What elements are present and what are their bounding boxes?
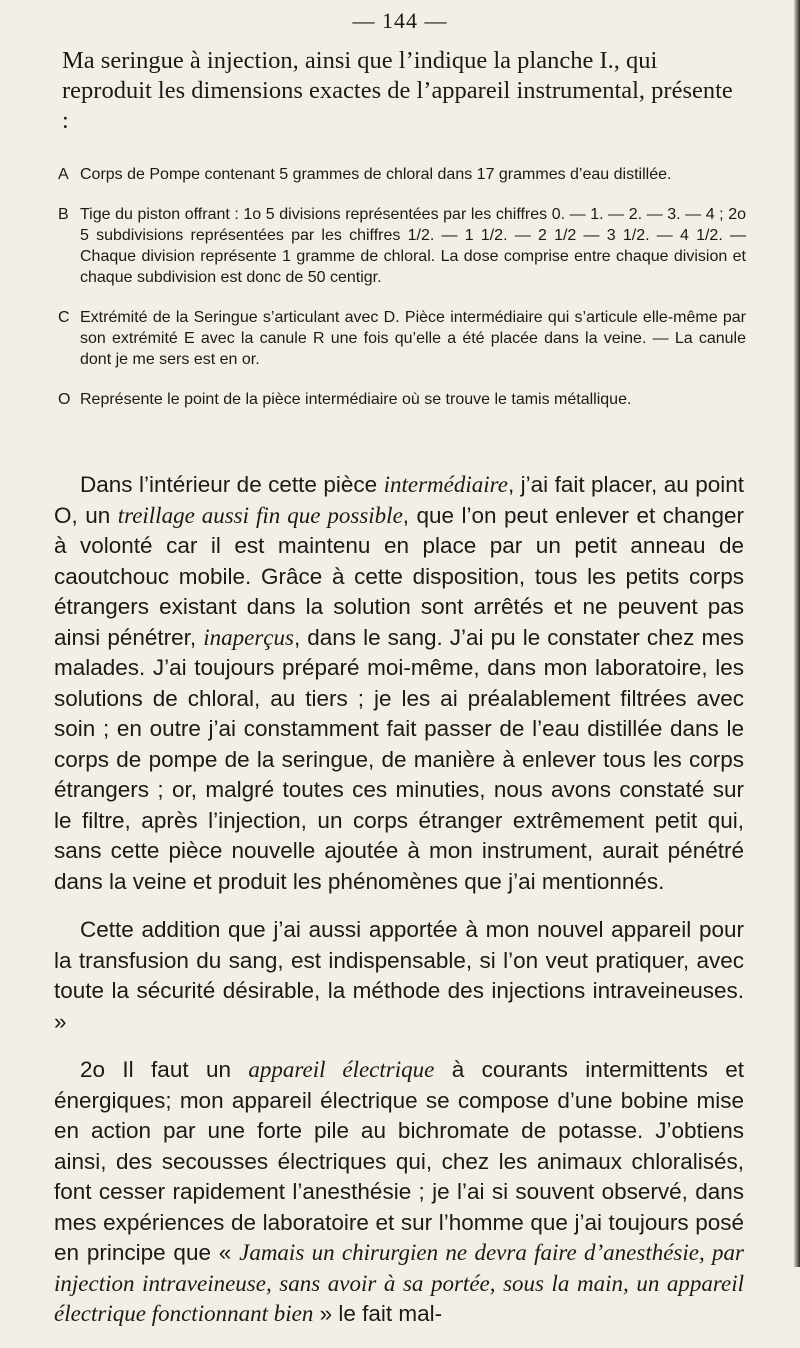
italic-term: appareil électrique	[248, 1057, 435, 1082]
paragraph-filter: Dans l’intérieur de cette pièce intermédiaire, j’ai fait placer, au point O, un treillage aussi fin que possible, que l’on peut enlever et changer à volonté car il est maintenu en place par un petit anneau de caoutchouc mobile. Grâce à cette disposition, tous les petits corps étrangers existant dans la solution sont arrêtés et ne peuvent pas ainsi pénétrer, inaperçus, dans le sang. J’ai pu le constater chez mes malades. J’ai toujours préparé moi-même, dans mon laboratoire, les solutions de chloral, au tiers ; je les ai préalablement filtrées avec soin ; en outre j’ai constamment fait passer de l’eau distillée dans le corps de pompe de la seringue, de manière à enlever tous les corps étrangers ; or, malgré toutes ces minuties, nous avons constaté sur le filtre, après l’injection, un corps étranger extrêmement petit qui, sans cette pièce nouvelle ajoutée à mon instrument, aurait pénétré dans la veine et produit les phénomènes que j’ai mentionnés.	[54, 472, 745, 894]
legend-item-o	[58, 389, 746, 410]
legend-text: Extrémité de la Seringue s’articulant avec D. Pièce intermédiaire qui s’articule elle-même par son extrémité E avec la canule R une fois qu’elle a été placée dans la veine. — La canule dont je me sers est en or.	[80, 309, 746, 368]
figure-legend	[58, 164, 746, 429]
paragraph-electric: 2o Il faut un appareil électrique à courants intermittents et énergiques; mon appareil électrique se compose d’une bobine mise en action par une forte pile au bichromate de potasse. J’obtiens ainsi, des secousses électriques qui, chez les animaux chloralisés, font cesser rapidement l’anesthésie ; je l’ai si souvent observé, dans mes expériences de laboratoire et sur l’homme que j’ai toujours posé en principe que « Jamais un chirurgien ne devra faire d’anesthésie, par injection intraveineuse, sans avoir à sa portée, sous la main, un appareil électrique fonctionnant bien » le fait mal-	[54, 1057, 744, 1326]
legend-letter: C	[58, 309, 70, 326]
legend-item-a	[58, 164, 746, 185]
italic-term: inaperçus	[203, 624, 294, 650]
body-text	[54, 470, 744, 1348]
legend-letter: B	[58, 206, 69, 223]
italic-quote: Jamais un chirurgien ne devra faire d’anesthésie, par injection intraveineuse, sans avoir à sa portée, sous la main, un appareil électrique fonctionnant bien	[54, 1240, 744, 1326]
legend-letter: A	[58, 166, 69, 183]
italic-term: treillage aussi fin que possible	[117, 502, 403, 528]
legend-text: Tige du piston offrant : 1o 5 divisions représentées par les chiffres 0. — 1. — 2. — 3. — 4 ; 2o 5 subdivisions représentées par les chiffres 1/2. — 1 1/2. — 2 1/2 — 3 1/2. — 4 1/2. — Chaque division représente 1 gramme de chloral. La dose comprise entre chaque division et chaque subdivision est donc de 50 centigr.	[80, 206, 746, 286]
legend-item-c	[58, 307, 746, 370]
legend-letter: O	[58, 391, 71, 408]
legend-item-b	[58, 204, 746, 288]
italic-term: intermédiaire	[383, 472, 508, 497]
page-edge-shadow	[794, 0, 800, 1267]
paragraph-addition: Cette addition que j’ai aussi apportée à mon nouvel appareil pour la transfusion du sang, est indispensable, si l’on veut pratiquer, avec toute la sécurité désirable, la méthode des injections intraveineuses. »	[54, 917, 744, 1034]
legend-text: Représente le point de la pièce intermédiaire où se trouve le tamis métallique.	[80, 391, 632, 408]
legend-text: Corps de Pompe contenant 5 grammes de chloral dans 17 grammes d’eau distillée.	[80, 166, 672, 183]
intro-paragraph: Ma seringue à injection, ainsi que l’indique la planche I., qui reproduit les dimensions exactes de l’appareil instrumental, présente :	[62, 47, 733, 134]
page-number: — 144 —	[352, 8, 448, 33]
